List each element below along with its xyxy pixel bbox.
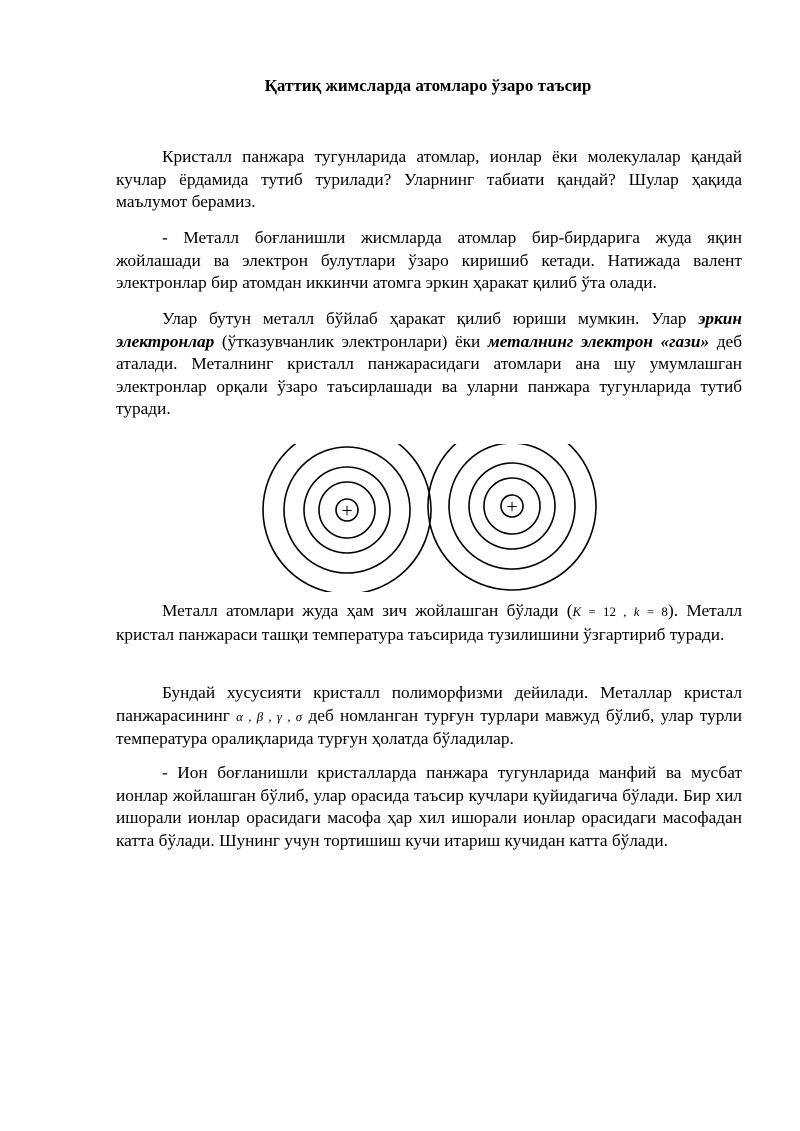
p3-text-a: Улар бутун металл бўйлаб ҳаракат қилиб юриши мумкин. Улар (162, 309, 699, 328)
symbol-K: K (572, 604, 582, 619)
paragraph-6: - Ион боғланишли кристалларда панжара тугунларида манфий ва мусбат ионлар жойлашган бўлиб, улар орасида таъсир кучлари қуйидагича бўлади. Бир хил ишорали ионлар орасидаги масофа ҳар хил ишорали ионлар орасидаги масофадан катта бўлади. Шунинг учун тортишиш кучи итариш кучидан катта бўлади. (116, 763, 742, 850)
p3-text-c: (ўтказувчанлик электронлари) ёки (214, 331, 488, 351)
p4-text-b: ). Металл кристал панжараси ташқи температура таъсирида тузилишини ўзгартириб туради. (116, 601, 742, 644)
paragraph-1: Кристалл панжара тугунларида атомлар, ионлар ёки молекулалар қандай кучлар ёрдамида тутиб турилади? Уларнинг табиати қандай? Шулар ҳақида маълумот берамиз. (116, 147, 742, 211)
page-title: Қаттиқ жимсларда атомларо ўзаро таъсир (264, 76, 592, 95)
term-free-electrons: эркин электронлар (116, 309, 742, 351)
paragraph-5 (116, 682, 742, 751)
atom-diagram (258, 444, 598, 592)
atom-right-charge: + (506, 496, 518, 518)
p4-text-a: Металл атомлари жуда ҳам зич жойлашган бўлади ( (162, 601, 573, 620)
atom-left-charge: + (341, 500, 353, 522)
value-k: = 8 (639, 604, 668, 619)
p5-text-a: Бундай хусусияти кристалл полиморфизми дейилади. Металлар кристал панжарасининг (116, 683, 742, 725)
greek-letters: α , β , γ , σ (236, 708, 303, 724)
symbol-k: k (633, 604, 640, 619)
term-electron-gas: металнинг электрон «гази» (487, 331, 710, 351)
paragraph-3 (116, 308, 742, 421)
paragraph-4 (116, 600, 742, 646)
value-K: = 12 , (581, 604, 634, 619)
p3-text-e: деб аталади. Металнинг кристалл панжарасидаги атомлари ана шу умумлашган электронлар орқали ўзаро таъсирлашади ва уларни панжара тугунларида тутиб туради. (116, 331, 742, 418)
p5-text-b: деб номланган турғун турлари мавжуд бўлиб, улар турли температура оралиқларида турғун ҳолатда бўладилар. (116, 705, 742, 748)
paragraph-2: - Металл боғланишли жисмларда атомлар бир-бирдарига жуда яқин жойлашади ва электрон булутлари ўзаро киришиб кетади. Натижада валент электронлар бир атомдан иккинчи атомга эркин ҳаракат қилиб ўта олади. (116, 228, 742, 292)
